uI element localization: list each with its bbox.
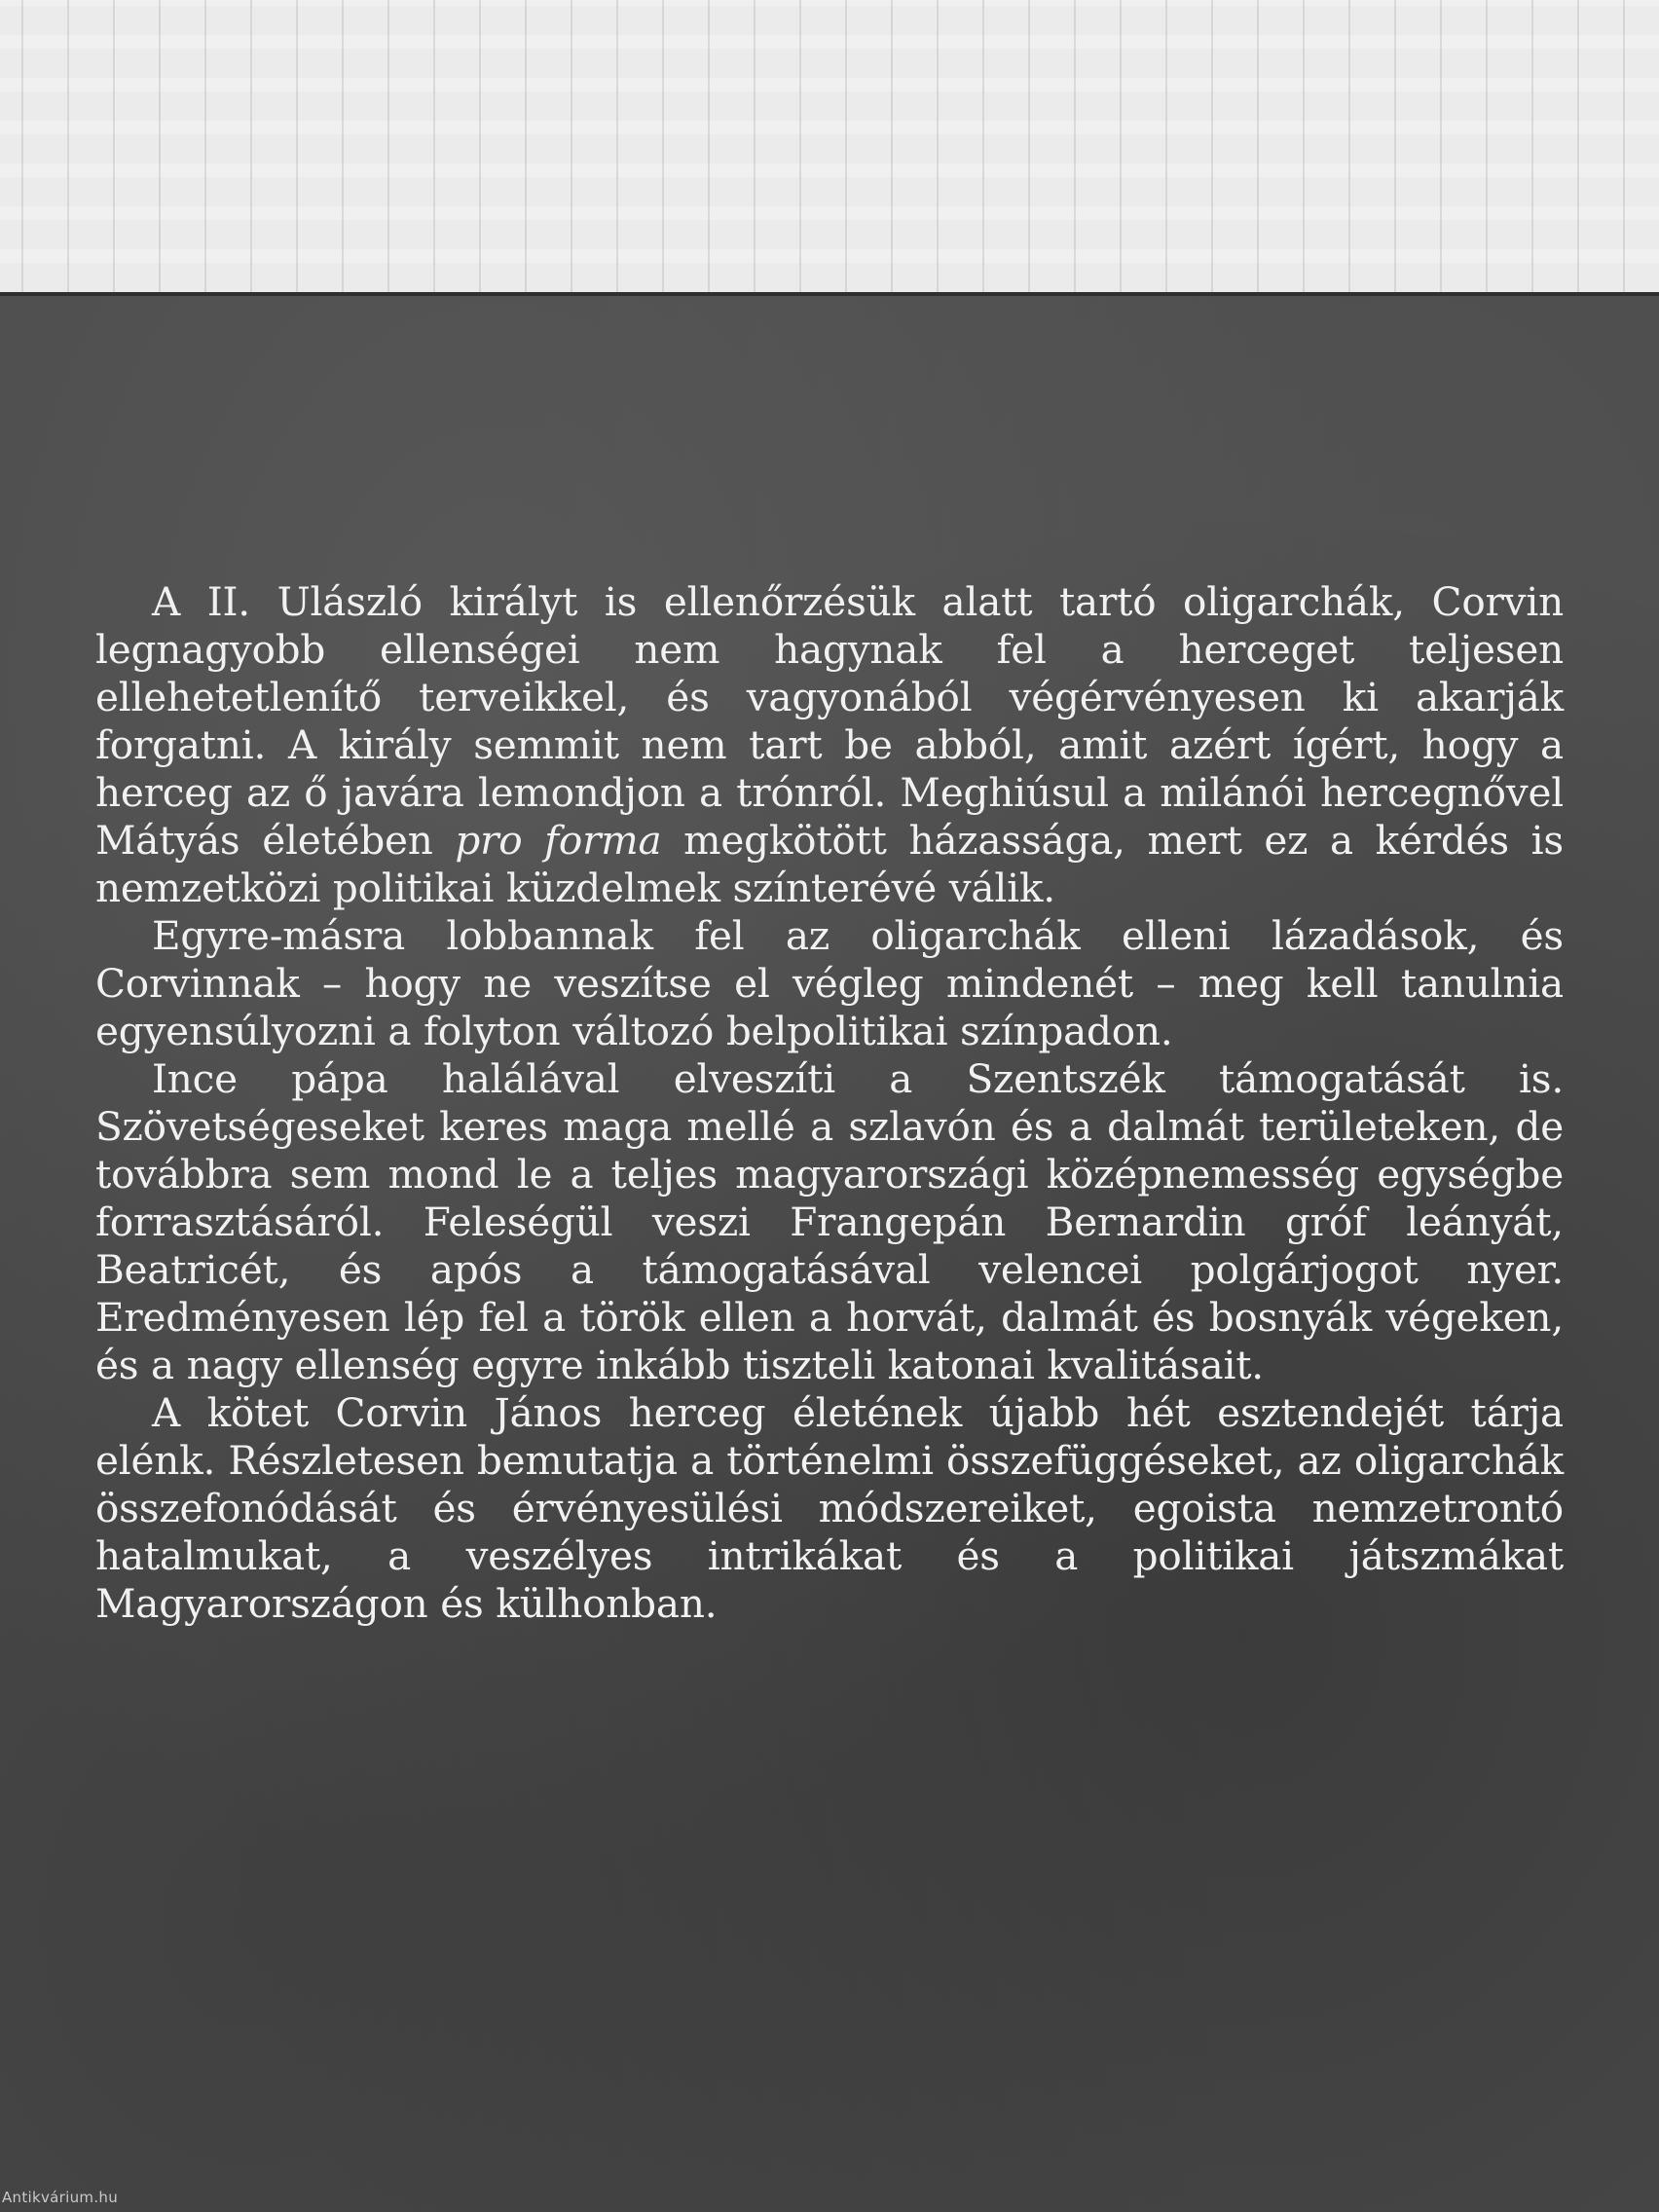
background-paper-strip	[0, 0, 1659, 292]
paragraph-1-text: A II. Ulászló királyt is ellenőrzésük alatt tartó oligarchák, Corvin legnagyobb ellenségei nem hagynak fel a herceget teljesen ellehetetlenítő terveikkel, és vagyonából végérvényesen ki akarják forgatni. A király semmit nem tart be abból, amit azért ígért, hogy a herceg az ő javára lemondjon a trónról. Meghiúsul a milánói hercegnővel Mátyás életében	[95, 578, 1564, 864]
blurb-text	[95, 578, 1564, 1628]
paragraph-1-emphasis: pro forma	[455, 817, 662, 864]
paragraph-4: A kötet Corvin János herceg életének újabb hét esztendejét tárja elénk. Részletesen bemutatja a történelmi összefüggéseket, az oligarchák összefonódását és érvényesülési módszereiket, egoista nemzetrontó hatalmukat, a veszélyes intrikákat és a politikai játszmákat Magyarországon és külhonban.	[95, 1389, 1564, 1627]
watermark: Antikvárium.hu	[2, 2189, 119, 2206]
paragraph-3: Ince pápa halálával elveszíti a Szentszék támogatását is. Szövetségeseket keres maga mellé a szlavón és a dalmát területeken, de továbbra sem mond le a teljes magyarországi középnemesség egységbe forrasztásáról. Feleségül veszi Frangepán Bernardin gróf leányát, Beatricét, és após a támogatásával velencei polgárjogot nyer. Eredményesen lép fel a török ellen a horvát, dalmát és bosnyák végeken, és a nagy ellenség egyre inkább tiszteli katonai kvalitásait.	[95, 1055, 1564, 1388]
paragraph-1	[95, 578, 1564, 912]
paragraph-1-text-end: megkötött házassága, mert ez a kérdés is nemzetközi politikai küzdelmek színterévé válik.	[95, 817, 1564, 911]
book-back-cover	[0, 292, 1659, 2212]
paragraph-2: Egyre-másra lobbannak fel az oligarchák elleni lázadások, és Corvinnak – hogy ne veszítse el végleg mindenét – meg kell tanulnia egyensúlyozni a folyton változó belpolitikai színpadon.	[95, 912, 1564, 1054]
